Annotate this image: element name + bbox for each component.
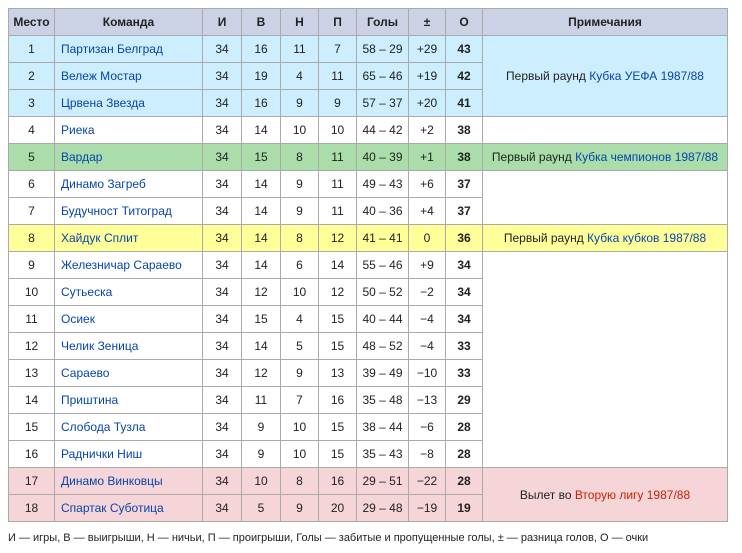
table-row (9, 36, 728, 63)
cell-goal-diff: +19 (409, 63, 446, 90)
table-row (9, 252, 728, 279)
cell-lost: 13 (319, 360, 357, 387)
team-link[interactable]: Вележ Мостар (61, 69, 142, 83)
cell-goals: 58 – 29 (357, 36, 409, 63)
notes-cell (483, 144, 728, 171)
cell-points: 33 (446, 360, 483, 387)
cell-won: 14 (242, 225, 281, 252)
cell-team (55, 171, 203, 198)
team-link[interactable]: Железничар Сараево (61, 258, 182, 272)
cell-won: 14 (242, 333, 281, 360)
cell-points: 38 (446, 117, 483, 144)
team-link[interactable]: Приштина (61, 393, 119, 407)
col-header-lost[interactable]: П (319, 9, 357, 36)
notes-cell (483, 225, 728, 252)
cell-lost: 15 (319, 333, 357, 360)
cell-won: 9 (242, 441, 281, 468)
cell-drawn: 4 (281, 63, 319, 90)
cell-won: 14 (242, 198, 281, 225)
cell-won: 19 (242, 63, 281, 90)
cell-lost: 16 (319, 387, 357, 414)
cell-goals: 35 – 43 (357, 441, 409, 468)
cell-goals: 29 – 48 (357, 495, 409, 522)
cell-points: 36 (446, 225, 483, 252)
team-link[interactable]: Партизан Белград (61, 42, 163, 56)
cell-goal-diff: +1 (409, 144, 446, 171)
cell-points: 33 (446, 333, 483, 360)
cell-won: 14 (242, 252, 281, 279)
note-text: Первый раунд (503, 231, 588, 245)
cell-points: 34 (446, 279, 483, 306)
cell-goal-diff: +9 (409, 252, 446, 279)
note-link[interactable]: Кубка УЕФА 1987/88 (589, 69, 704, 83)
cell-points: 28 (446, 468, 483, 495)
cell-goal-diff: −13 (409, 387, 446, 414)
cell-lost: 20 (319, 495, 357, 522)
cell-points: 37 (446, 171, 483, 198)
cell-goals: 48 – 52 (357, 333, 409, 360)
notes-cell-empty (483, 252, 728, 468)
cell-goals: 50 – 52 (357, 279, 409, 306)
col-header-played[interactable]: И (203, 9, 242, 36)
team-link[interactable]: Црвена Звезда (61, 96, 145, 110)
cell-place: 17 (9, 468, 55, 495)
cell-goals: 49 – 43 (357, 171, 409, 198)
cell-points: 42 (446, 63, 483, 90)
cell-points: 28 (446, 414, 483, 441)
cell-goal-diff: −2 (409, 279, 446, 306)
cell-goals: 40 – 39 (357, 144, 409, 171)
cell-played: 34 (203, 171, 242, 198)
team-link[interactable]: Сутьеска (61, 285, 113, 299)
cell-goal-diff: +29 (409, 36, 446, 63)
notes-cell (483, 36, 728, 117)
notes-cell-empty (483, 171, 728, 225)
cell-goal-diff: +6 (409, 171, 446, 198)
cell-goal-diff: +20 (409, 90, 446, 117)
cell-played: 34 (203, 441, 242, 468)
cell-goals: 40 – 44 (357, 306, 409, 333)
cell-drawn: 10 (281, 279, 319, 306)
cell-drawn: 10 (281, 441, 319, 468)
cell-won: 15 (242, 306, 281, 333)
team-link[interactable]: Риека (61, 123, 95, 137)
cell-won: 14 (242, 171, 281, 198)
cell-goal-diff: −8 (409, 441, 446, 468)
team-link[interactable]: Динамо Загреб (61, 177, 146, 191)
cell-drawn: 9 (281, 198, 319, 225)
note-text: Вылет во (519, 487, 575, 502)
team-link[interactable]: Будучност Титоград (61, 204, 172, 218)
cell-won: 16 (242, 36, 281, 63)
cell-place: 14 (9, 387, 55, 414)
cell-team (55, 90, 203, 117)
cell-team (55, 225, 203, 252)
cell-played: 34 (203, 63, 242, 90)
team-link[interactable]: Хайдук Сплит (61, 231, 139, 245)
cell-place: 12 (9, 333, 55, 360)
cell-place: 16 (9, 441, 55, 468)
cell-team (55, 198, 203, 225)
cell-played: 34 (203, 306, 242, 333)
cell-lost: 16 (319, 468, 357, 495)
cell-place: 2 (9, 63, 55, 90)
cell-points: 34 (446, 306, 483, 333)
cell-lost: 11 (319, 198, 357, 225)
cell-played: 34 (203, 333, 242, 360)
cell-goal-diff: −4 (409, 306, 446, 333)
cell-place: 10 (9, 279, 55, 306)
cell-drawn: 9 (281, 495, 319, 522)
team-link[interactable]: Вардар (61, 150, 103, 164)
cell-place: 13 (9, 360, 55, 387)
cell-team (55, 252, 203, 279)
cell-points: 28 (446, 441, 483, 468)
cell-place: 8 (9, 225, 55, 252)
cell-team (55, 117, 203, 144)
col-header-goals[interactable]: Голы (357, 9, 409, 36)
cell-goals: 40 – 36 (357, 198, 409, 225)
cell-drawn: 11 (281, 36, 319, 63)
cell-goal-diff: −22 (409, 468, 446, 495)
team-link[interactable]: Челик Зеница (61, 339, 139, 353)
note-text: Первый раунд (506, 69, 590, 83)
team-link[interactable]: Раднички Ниш (61, 447, 143, 461)
table-row (9, 468, 728, 495)
cell-team (55, 495, 203, 522)
cell-lost: 15 (319, 306, 357, 333)
cell-points: 41 (446, 90, 483, 117)
cell-lost: 11 (319, 144, 357, 171)
cell-goals: 35 – 48 (357, 387, 409, 414)
cell-goal-diff: −19 (409, 495, 446, 522)
cell-points: 43 (446, 36, 483, 63)
cell-team (55, 441, 203, 468)
cell-drawn: 4 (281, 306, 319, 333)
col-header-points[interactable]: О (446, 9, 483, 36)
cell-points: 29 (446, 387, 483, 414)
cell-lost: 7 (319, 36, 357, 63)
header-row (9, 9, 728, 36)
cell-played: 34 (203, 198, 242, 225)
cell-goals: 65 – 46 (357, 63, 409, 90)
cell-team (55, 144, 203, 171)
cell-won: 12 (242, 279, 281, 306)
cell-drawn: 10 (281, 414, 319, 441)
cell-won: 16 (242, 90, 281, 117)
cell-drawn: 10 (281, 117, 319, 144)
cell-lost: 10 (319, 117, 357, 144)
cell-played: 34 (203, 468, 242, 495)
cell-team (55, 468, 203, 495)
cell-lost: 14 (319, 252, 357, 279)
cell-won: 10 (242, 468, 281, 495)
cell-place: 5 (9, 144, 55, 171)
cell-lost: 9 (319, 90, 357, 117)
cell-drawn: 9 (281, 360, 319, 387)
table-row (9, 171, 728, 198)
cell-lost: 15 (319, 414, 357, 441)
cell-goal-diff: 0 (409, 225, 446, 252)
cell-goal-diff: −6 (409, 414, 446, 441)
col-header-place[interactable]: Место (9, 9, 55, 36)
cell-team (55, 414, 203, 441)
team-link[interactable]: Спартак Суботица (61, 501, 164, 515)
col-header-drawn[interactable]: Н (281, 9, 319, 36)
note-link[interactable]: Вторую лигу 1987/88 (574, 487, 691, 502)
cell-place: 11 (9, 306, 55, 333)
cell-goal-diff: +2 (409, 117, 446, 144)
cell-points: 34 (446, 252, 483, 279)
cell-team (55, 63, 203, 90)
standings-body (9, 36, 728, 522)
cell-won: 14 (242, 117, 281, 144)
cell-played: 34 (203, 414, 242, 441)
cell-goal-diff: −4 (409, 333, 446, 360)
cell-drawn: 7 (281, 387, 319, 414)
cell-points: 38 (446, 144, 483, 171)
cell-won: 15 (242, 144, 281, 171)
note-link[interactable]: Кубка кубков 1987/88 (587, 231, 707, 245)
note-text: Первый раунд (491, 150, 576, 164)
notes-cell-empty (483, 117, 728, 144)
cell-drawn: 9 (281, 90, 319, 117)
cell-goals: 38 – 44 (357, 414, 409, 441)
cell-goals: 55 – 46 (357, 252, 409, 279)
note-link[interactable]: Кубка чемпионов 1987/88 (575, 150, 719, 164)
cell-played: 34 (203, 144, 242, 171)
cell-played: 34 (203, 36, 242, 63)
cell-points: 19 (446, 495, 483, 522)
cell-place: 3 (9, 90, 55, 117)
cell-drawn: 8 (281, 468, 319, 495)
cell-team (55, 387, 203, 414)
team-link[interactable]: Динамо Винковцы (61, 474, 163, 488)
cell-drawn: 8 (281, 225, 319, 252)
team-link[interactable]: Сараево (61, 366, 110, 380)
cell-played: 34 (203, 279, 242, 306)
table-row (9, 225, 728, 252)
cell-played: 34 (203, 117, 242, 144)
cell-won: 11 (242, 387, 281, 414)
cell-place: 9 (9, 252, 55, 279)
cell-place: 7 (9, 198, 55, 225)
cell-team (55, 36, 203, 63)
cell-lost: 11 (319, 63, 357, 90)
cell-goal-diff: +4 (409, 198, 446, 225)
cell-won: 5 (242, 495, 281, 522)
cell-lost: 15 (319, 441, 357, 468)
col-header-notes[interactable]: Примечания (483, 9, 728, 36)
cell-place: 15 (9, 414, 55, 441)
cell-place: 4 (9, 117, 55, 144)
table-row (9, 144, 728, 171)
cell-team (55, 333, 203, 360)
cell-drawn: 6 (281, 252, 319, 279)
cell-place: 1 (9, 36, 55, 63)
cell-played: 34 (203, 387, 242, 414)
notes-cell (483, 468, 728, 522)
cell-lost: 12 (319, 225, 357, 252)
cell-team (55, 360, 203, 387)
cell-played: 34 (203, 252, 242, 279)
standings-wrapper (8, 8, 728, 522)
cell-team (55, 279, 203, 306)
col-header-goal-diff[interactable]: ± (409, 9, 446, 36)
col-header-won[interactable]: В (242, 9, 281, 36)
standings-table (8, 8, 728, 522)
team-link[interactable]: Осиек (61, 312, 95, 326)
table-row (9, 117, 728, 144)
cell-drawn: 8 (281, 144, 319, 171)
cell-won: 12 (242, 360, 281, 387)
cell-goals: 41 – 41 (357, 225, 409, 252)
cell-place: 18 (9, 495, 55, 522)
cell-place: 6 (9, 171, 55, 198)
cell-drawn: 5 (281, 333, 319, 360)
cell-goals: 44 – 42 (357, 117, 409, 144)
cell-won: 9 (242, 414, 281, 441)
cell-played: 34 (203, 225, 242, 252)
cell-played: 34 (203, 360, 242, 387)
cell-goals: 39 – 49 (357, 360, 409, 387)
cell-played: 34 (203, 495, 242, 522)
cell-points: 37 (446, 198, 483, 225)
cell-lost: 12 (319, 279, 357, 306)
cell-team (55, 306, 203, 333)
legend-footnote: И — игры, В — выигрыши, Н — ничьи, П — проигрыши, Голы — забитые и пропущенные голы, ± — разница голов, О — очки (8, 532, 649, 544)
col-header-team[interactable]: Команда (55, 9, 203, 36)
cell-goals: 29 – 51 (357, 468, 409, 495)
cell-drawn: 9 (281, 171, 319, 198)
cell-goals: 57 – 37 (357, 90, 409, 117)
cell-goal-diff: −10 (409, 360, 446, 387)
cell-lost: 11 (319, 171, 357, 198)
team-link[interactable]: Слобода Тузла (61, 420, 146, 434)
cell-played: 34 (203, 90, 242, 117)
